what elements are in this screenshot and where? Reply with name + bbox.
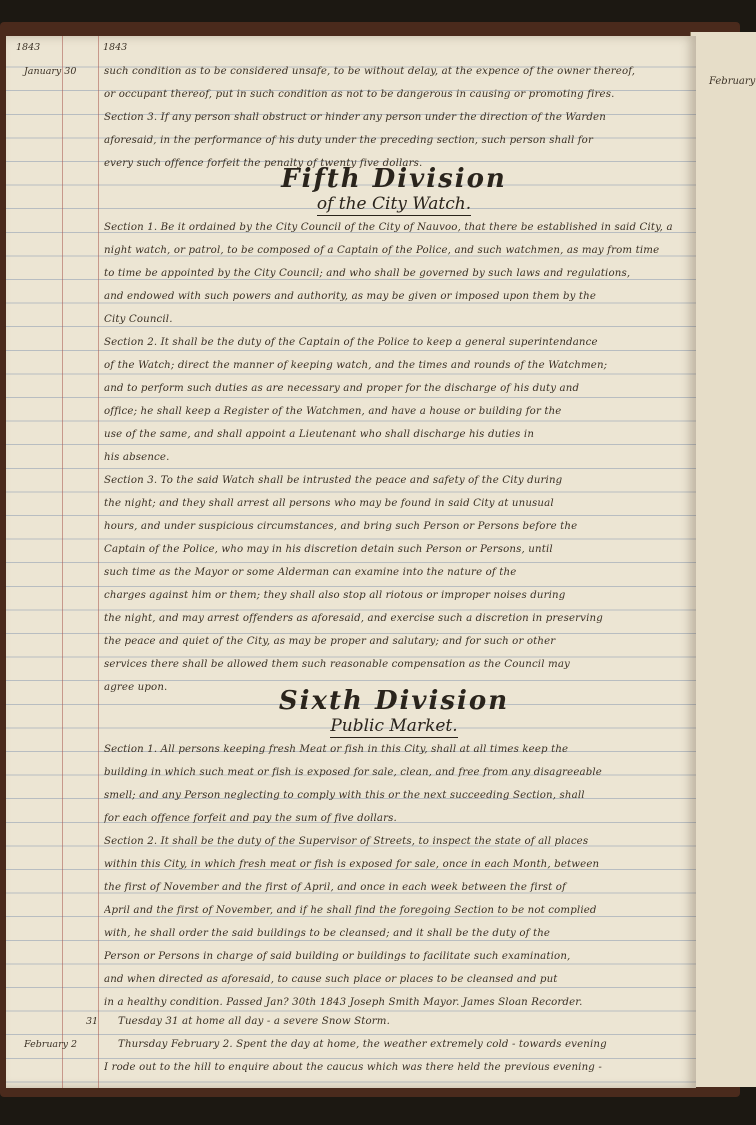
margin-rule-left [62,36,63,1088]
text-line: the peace and quiet of the City, as may be proper and salutary; and for such or other [104,636,556,647]
text-line: and when directed as aforesaid, to cause such place or places to be cleansed and put [104,974,558,985]
text-line: his absence. [104,452,170,463]
text-line: building in which such meat or fish is exposed for sale, clean, and free from any disagreeable [104,767,602,778]
fifth-division-subheading: of the City Watch. [316,194,472,214]
text-line: the first of November and the first of April, and once in each week between the first of [104,882,566,893]
text-line: agree upon. [104,682,168,693]
text-line: the night, and may arrest offenders as aforesaid, and exercise such a discretion in preserving [104,613,603,624]
margin-date-jan30: January 30 [24,66,77,77]
text-line: every such offence forfeit the penalty of twenty five dollars. [104,158,423,169]
text-line: services there shall be allowed them such reasonable compensation as the Council may [104,659,570,670]
margin-date-feb2: February 2 [24,1039,78,1050]
ledger-page [6,36,696,1088]
text-line: Section 2. It shall be the duty of the Supervisor of Streets, to inspect the state of all places [104,836,589,847]
adjacent-page [690,32,756,1087]
text-line: City Council. [104,314,173,325]
text-line: such time as the Mayor or some Alderman can examine into the nature of the [104,567,517,578]
text-line: use of the same, and shall appoint a Lieutenant who shall discharge his duties in [104,429,535,440]
text-line: with, he shall order the said buildings to be cleansed; and it shall be the duty of the [104,928,551,939]
text-line: the night; and they shall arrest all persons who may be found in said City at unusual [104,498,554,509]
journal-line: Tuesday 31 at home all day - a severe Snow Storm. [118,1016,390,1027]
text-line: and endowed with such powers and authority, as may be given or imposed upon them by the [104,291,597,302]
header-year-left: 1843 [16,42,41,53]
text-line: aforesaid, in the performance of his duty under the preceding section, such person shall for [104,135,593,146]
text-line: hours, and under suspicious circumstances, and bring such Person or Persons before the [104,521,578,532]
text-line: Person or Persons in charge of said building or buildings to facilitate such examination, [104,951,571,962]
text-line: Captain of the Police, who may in his discretion detain such Person or Persons, until [104,544,553,555]
text-line: office; he shall keep a Register of the Watchmen, and have a house or building for the [104,406,562,417]
text-line: in a healthy condition. Passed Jan? 30th 1843 Joseph Smith Mayor. James Sloan Recorder. [104,997,583,1008]
text-line: and to perform such duties as are necessary and proper for the discharge of his duty and [104,383,580,394]
text-line: night watch, or patrol, to be composed of a Captain of the Police, and such watchmen, as may from time [104,245,660,256]
text-line: for each offence forfeit and pay the sum of five dollars. [104,813,397,824]
text-line: Section 1. All persons keeping fresh Meat or fish in this City, shall at all times keep the [104,744,569,755]
header-year-right: 1843 [103,42,128,53]
text-line: within this City, in which fresh meat or fish is exposed for sale, once in each Month, between [104,859,600,870]
journal-line: Thursday February 2. Spent the day at home, the weather extremely cold - towards evening [118,1039,607,1050]
text-line: or occupant thereof, put in such condition as not to be dangerous in causing or promoting fires. [104,89,615,100]
margin-date-31: 31 [86,1016,99,1027]
text-line: Section 3. To the said Watch shall be intrusted the peace and safety of the City during [104,475,563,486]
sixth-division-subheading: Public Market. [330,716,458,736]
text-line: Section 3. If any person shall obstruct or hinder any person under the direction of the Warden [104,112,606,123]
text-line: of the Watch; direct the manner of keeping watch, and the times and rounds of the Watchmen; [104,360,608,371]
text-line: smell; and any Person neglecting to comply with this or the next succeeding Section, shall [104,790,585,801]
text-line: Section 1. Be it ordained by the City Council of the City of Nauvoo, that there be established in said City, a [104,222,673,233]
text-line: April and the first of November, and if he shall find the foregoing Section to be not complied [104,905,597,916]
text-line: to time be appointed by the City Council; and who shall be governed by such laws and regulations, [104,268,631,279]
text-line: charges against him or them; they shall also stop all riotous or improper noises during [104,590,566,601]
text-line: such condition as to be considered unsafe, to be without delay, at the expence of the owner thereof, [104,66,636,77]
sixth-division-heading: Sixth Division [278,686,510,716]
text-line: Section 2. It shall be the duty of the Captain of the Police to keep a general superintendance [104,337,598,348]
journal-line: I rode out to the hill to enquire about the caucus which was there held the previous evening - [104,1062,602,1073]
adjacent-page-date: February [709,76,756,87]
margin-rule-right [98,36,99,1088]
fifth-division-heading: Fifth Division [281,164,507,194]
